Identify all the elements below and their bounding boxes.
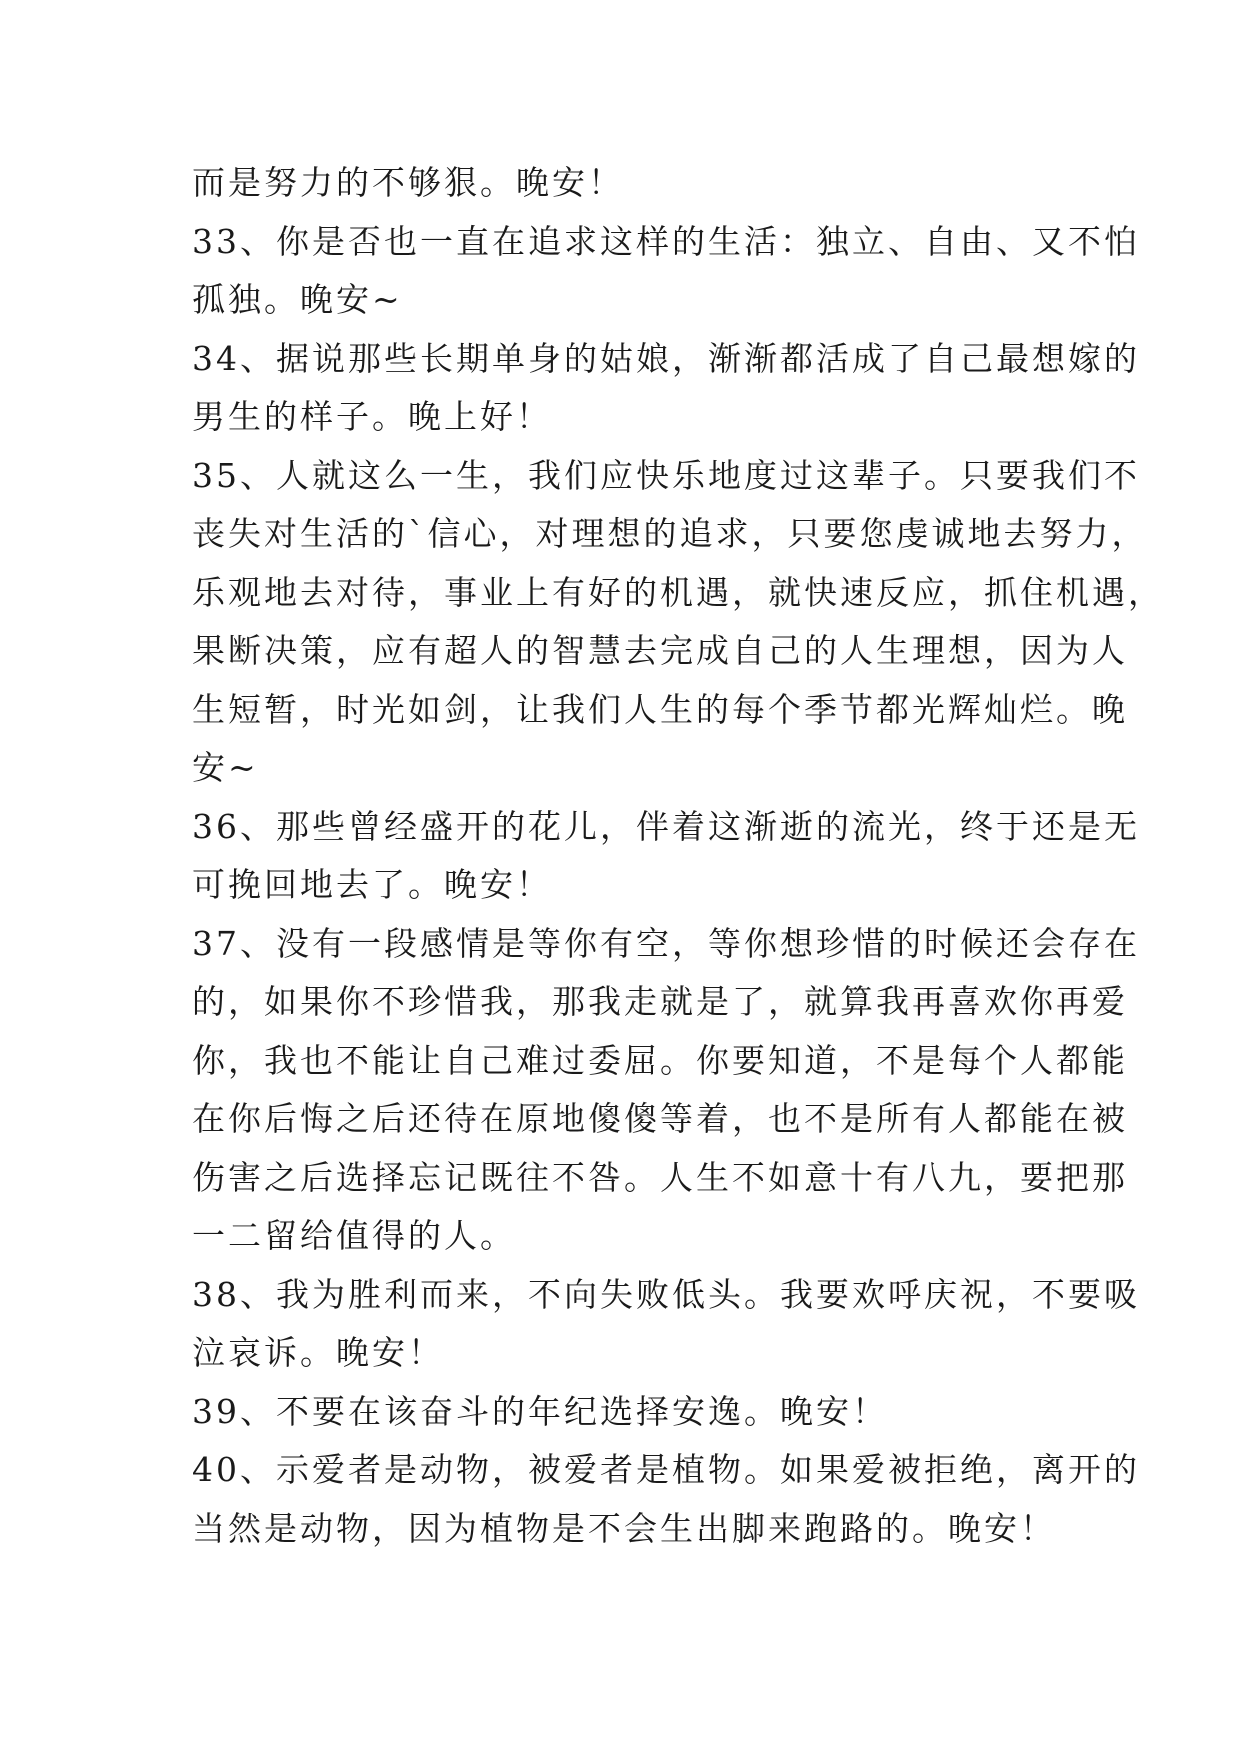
text-line: 33、你是否也一直在追求这样的生活：独立、自由、又不怕 — [192, 221, 1140, 261]
text-line: 40、示爱者是动物，被爱者是植物。如果爱被拒绝，离开的 — [192, 1450, 1140, 1489]
text-line: 39、不要在该奋斗的年纪选择安逸。晚安！ — [192, 1391, 888, 1431]
text-line: 泣哀诉。晚安！ — [192, 1333, 444, 1372]
text-line: 伤害之后选择忘记既往不咎。人生不如意十有八九，要把那 — [192, 1157, 1128, 1197]
text-line: 在你后悔之后还待在原地傻傻等着，也不是所有人都能在被 — [192, 1099, 1128, 1138]
text-line: 你，我也不能让自己难过委屈。你要知道，不是每个人都能 — [192, 1040, 1128, 1080]
text-line: 可挽回地去了。晚安！ — [192, 865, 552, 904]
text-line: 的，如果你不珍惜我，那我走就是了，就算我再喜欢你再爱 — [192, 982, 1128, 1021]
text-line: 一二留给值得的人。 — [192, 1216, 516, 1255]
text-line: 男生的样子。晚上好！ — [192, 397, 552, 436]
text-line: 安~ — [192, 748, 259, 787]
text-line: 35、人就这么一生，我们应快乐地度过这辈子。只要我们不 — [192, 455, 1140, 495]
text-line: 38、我为胜利而来，不向失败低头。我要欢呼庆祝，不要吸 — [192, 1274, 1140, 1314]
text-line: 丧失对生活的`信心，对理想的追求，只要您虔诚地去努力， — [192, 514, 1148, 553]
text-line: 36、那些曾经盛开的花儿，伴着这渐逝的流光，终于还是无 — [192, 806, 1140, 846]
text-line: 果断决策，应有超人的智慧去完成自己的人生理想，因为人 — [192, 631, 1128, 670]
text-line: 34、据说那些长期单身的姑娘，渐渐都活成了自己最想嫁的 — [192, 338, 1140, 378]
text-line: 而是努力的不够狠。晚安！ — [192, 163, 624, 202]
text-line: 孤独。晚安~ — [192, 280, 403, 319]
text-line: 乐观地去对待，事业上有好的机遇，就快速反应，抓住机遇， — [192, 572, 1164, 612]
text-line: 生短暂，时光如剑，让我们人生的每个季节都光辉灿烂。晚 — [192, 689, 1128, 729]
text-line: 当然是动物，因为植物是不会生出脚来跑路的。晚安！ — [192, 1508, 1056, 1548]
text-line: 37、没有一段感情是等你有空，等你想珍惜的时候还会存在 — [192, 923, 1140, 963]
document-body — [192, 154, 1164, 1558]
